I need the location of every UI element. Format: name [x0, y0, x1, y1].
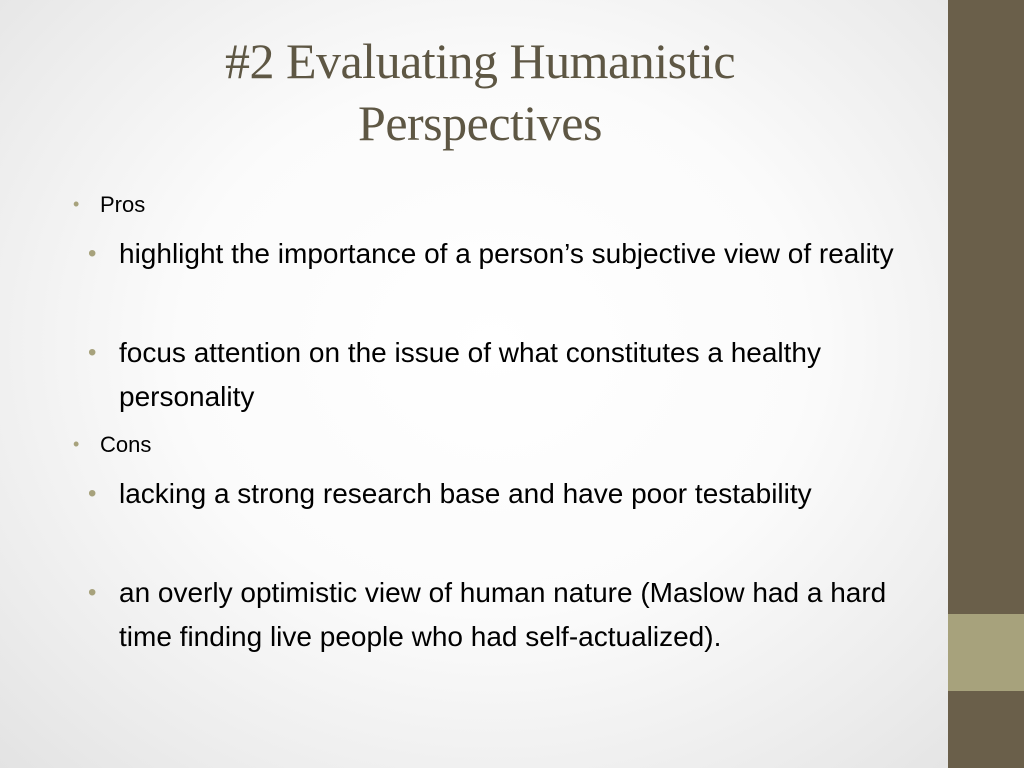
bullet-dot-icon: • — [88, 339, 97, 366]
sidebar-accent-block — [948, 614, 1024, 691]
cons-item-text: an overly optimistic view of human nature (Maslow had a hard time finding live people who had self-actualized). — [119, 577, 887, 652]
bullet-dot-icon: • — [88, 240, 97, 267]
pros-item-text: focus attention on the issue of what constitutes a healthy personality — [119, 337, 821, 412]
title-line-1: #2 Evaluating Humanistic — [224, 33, 736, 89]
cons-label: Cons — [100, 432, 152, 457]
pros-label: Pros — [100, 192, 146, 217]
bullet-pros-item-1 — [88, 232, 909, 276]
bullet-dot-icon: • — [73, 194, 80, 214]
bullet-dot-icon: • — [73, 434, 80, 454]
bullet-dot-icon: • — [88, 480, 97, 507]
pros-item-text: highlight the importance of a person’s subjective view of reality — [119, 238, 894, 269]
bullet-dot-icon: • — [88, 579, 97, 606]
cons-item-text: lacking a strong research base and have poor testability — [119, 478, 812, 509]
bullet-cons-item-2 — [88, 571, 909, 659]
title-line-2: Perspectives — [358, 95, 602, 151]
bullet-pros-item-2 — [88, 331, 909, 419]
bullet-cons-item-1 — [88, 472, 909, 516]
bullet-cons — [73, 432, 152, 458]
bullet-pros — [73, 192, 146, 218]
